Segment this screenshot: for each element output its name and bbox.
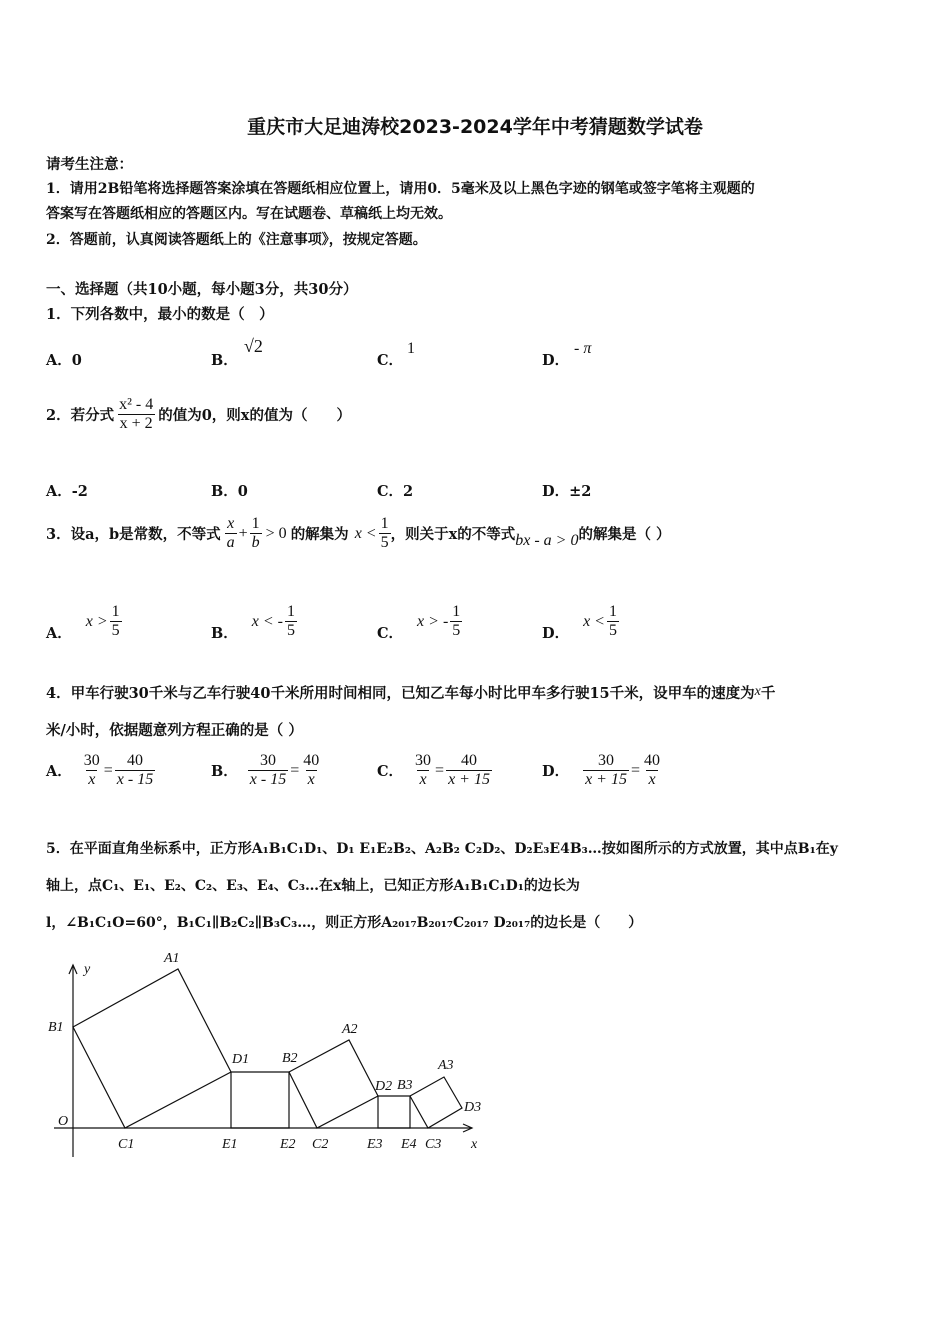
q2-d-label: D． <box>542 483 570 500</box>
square-1 <box>73 969 231 1128</box>
q3-b-rel: x < - <box>251 612 283 630</box>
q4-d-rd: x <box>648 771 656 788</box>
q4-a-eq: = <box>103 761 113 779</box>
q4-b-label: B． <box>211 763 238 780</box>
notice-heading: 请考生注意： <box>46 156 133 173</box>
q4-d-ld: x + 15 <box>585 771 627 788</box>
q3-sol-x: x < <box>354 524 377 542</box>
q3-sol-fraction <box>379 515 391 552</box>
square-d2e3e4b3 <box>378 1096 410 1128</box>
q2-prefix: 2．若分式 <box>46 407 115 424</box>
section-heading: 一、选择题（共10小题，每小题3分，共30分） <box>46 281 358 298</box>
q4-option-c <box>377 752 492 789</box>
q3-gt0: > 0 <box>265 524 287 542</box>
q4-option-b <box>211 752 321 789</box>
q3-d-den: 5 <box>608 622 617 639</box>
label-e4: E4 <box>401 1137 417 1152</box>
q3-prefix: 3．设a，b是常数，不等式 <box>46 526 221 543</box>
q4-d-right <box>642 752 662 789</box>
q4-b-rd: x <box>307 771 315 788</box>
q4-line-1 <box>46 682 775 703</box>
q5-line-3: l，∠B₁C₁O=60°，B₁C₁∥B₂C₂∥B₃C₃…，则正方形A₂₀₁₇B₂₀₁₇C₂₀₁₇ D₂₀₁₇的边长是（ ） <box>46 915 643 931</box>
q4-line1-text: 4．甲车行驶30千米与乙车行驶40千米所用时间相同，已知乙车每小时比甲车多行驶15千米，设甲车的速度为 <box>46 685 755 702</box>
q4-a-ld: x <box>88 771 96 788</box>
q3-sol-num: 1 <box>380 515 389 532</box>
label-d3: D3 <box>464 1100 482 1115</box>
q3-b-den: 5 <box>287 622 295 639</box>
q2-c-label: C． <box>377 483 404 500</box>
q4-b-rn: 40 <box>303 752 320 769</box>
label-b3: B3 <box>397 1078 413 1093</box>
q3-plus: + <box>238 524 248 542</box>
q3-b-fraction <box>285 603 297 640</box>
q2-c-value: 2 <box>403 483 414 500</box>
label-d1: D1 <box>232 1052 250 1067</box>
q4-a-ln: 30 <box>83 752 100 769</box>
notice-line-1: 1．请用2B铅笔将选择题答案涂填在答题纸相应位置上，请用0．5毫米及以上黑色字迹的钢笔或签字笔将主观题的 <box>46 181 755 197</box>
q1-option-b <box>211 349 238 370</box>
q3-f1-num: x <box>227 515 235 532</box>
q1-d-value: - π <box>574 340 592 357</box>
q4-b-eq: = <box>290 761 300 779</box>
q3-d-num: 1 <box>608 603 617 620</box>
q4-a-rd: x - 15 <box>116 771 154 788</box>
q4-d-ln: 30 <box>598 752 615 769</box>
q3-d-fraction <box>607 603 619 640</box>
q5-figure <box>40 945 510 1170</box>
q3-c-den: 5 <box>452 622 461 639</box>
q4-d-eq: = <box>630 761 641 779</box>
q3-option-c <box>377 600 462 643</box>
q1-c-value: 1 <box>407 340 415 357</box>
q3-d-label: D． <box>542 625 570 642</box>
q4-c-eq: = <box>435 761 445 779</box>
q3-option-a <box>46 600 122 643</box>
label-o: O <box>58 1114 69 1129</box>
q3-suffix: 的解集是（ ） <box>578 526 671 543</box>
label-c3: C3 <box>425 1137 442 1152</box>
square-3 <box>410 1077 462 1128</box>
q2-fraction-denominator: x + 2 <box>119 415 153 432</box>
q4-c-ln: 30 <box>415 752 432 769</box>
label-e3: E3 <box>367 1137 383 1152</box>
q4-line1-end: 千 <box>760 685 776 702</box>
q4-c-rd: x + 15 <box>448 771 490 788</box>
q1-option-c <box>377 349 403 370</box>
q3-fraction-x-over-a <box>225 515 237 552</box>
q2-option-d <box>542 480 591 501</box>
q4-a-label: A． <box>46 763 72 780</box>
label-e1: E1 <box>222 1137 238 1152</box>
q4-d-label: D． <box>542 763 570 780</box>
label-c2: C2 <box>312 1137 329 1152</box>
q4-c-right <box>446 752 492 789</box>
q4-b-left <box>248 752 288 789</box>
q3-f2-num: 1 <box>251 515 260 532</box>
q3-c-fraction <box>450 603 462 640</box>
label-y: y <box>84 962 91 977</box>
label-b1: B1 <box>48 1020 64 1035</box>
q3-mid2: ，则关于x的不等式 <box>390 526 516 543</box>
q4-a-right <box>115 752 155 789</box>
notice-line-2: 答案写在答题纸相应的答题区内。写在试题卷、草稿纸上均无效。 <box>46 206 452 222</box>
q3-a-rel: x > <box>85 612 108 630</box>
q3-mid1: 的解集为 <box>290 526 349 543</box>
q3-a-den: 5 <box>111 622 120 639</box>
q1-a-label: A． <box>46 352 72 369</box>
q1-b-label: B． <box>211 352 238 369</box>
q3-c-label: C． <box>377 625 404 642</box>
q2-fraction <box>117 396 155 433</box>
q2-a-value: -2 <box>71 483 88 500</box>
q2-option-b <box>211 480 248 501</box>
q4-c-label: C． <box>377 763 404 780</box>
q4-d-rn: 40 <box>644 752 661 769</box>
q2-stem <box>46 396 351 433</box>
q2-option-a <box>46 480 88 501</box>
q3-f2-den: b <box>251 534 260 551</box>
q3-sol-den: 5 <box>380 534 389 551</box>
q5-figure-lines <box>54 965 472 1157</box>
q3-option-d <box>542 600 619 643</box>
q4-var: x <box>754 684 761 699</box>
q5-figure-labels <box>48 951 481 1152</box>
q3-ineq2: bx - a > 0 <box>515 531 579 549</box>
q4-line-2: 米/小时，依据题意列方程正确的是（ ） <box>46 722 303 739</box>
label-d2: D2 <box>375 1079 393 1094</box>
q3-c-rel: x > - <box>417 612 449 630</box>
q3-b-num: 1 <box>287 603 295 620</box>
q3-fraction-1-over-b <box>250 515 262 552</box>
q2-d-value: ±2 <box>569 483 592 500</box>
label-a1: A1 <box>164 951 180 966</box>
q3-a-label: A． <box>46 625 72 642</box>
q3-f1-den: a <box>226 534 235 551</box>
square-d1e1e2b2 <box>231 1072 289 1128</box>
q3-b-label: B． <box>211 625 238 642</box>
q1-a-value: 0 <box>71 352 82 369</box>
q1-b-value: √2 <box>244 336 263 356</box>
q3-option-b <box>211 600 297 643</box>
label-c1: C1 <box>118 1137 135 1152</box>
q4-c-left <box>413 752 433 789</box>
q4-a-rn: 40 <box>127 752 144 769</box>
q4-c-ld: x <box>419 771 427 788</box>
q4-d-left <box>583 752 629 789</box>
label-a3: A3 <box>438 1058 454 1073</box>
q2-suffix: 的值为0，则x的值为（ ） <box>158 407 351 424</box>
q3-c-num: 1 <box>452 603 461 620</box>
q4-c-rn: 40 <box>461 752 478 769</box>
label-e2: E2 <box>280 1137 296 1152</box>
q1-d-label: D． <box>542 352 570 369</box>
label-b2: B2 <box>282 1051 298 1066</box>
page-title: 重庆市大足迪涛校2023-2024学年中考猜题数学试卷 <box>247 116 703 138</box>
q4-b-ld: x - 15 <box>249 771 287 788</box>
q3-a-fraction <box>110 603 122 640</box>
q1-option-a <box>46 349 82 370</box>
label-a2: A2 <box>342 1022 358 1037</box>
q1-stem: 1．下列各数中，最小的数是（ ） <box>46 306 274 323</box>
q4-option-d <box>542 752 662 789</box>
q1-option-d <box>542 349 569 370</box>
q5-line-1: 5．在平面直角坐标系中，正方形A₁B₁C₁D₁、D₁ E₁E₂B₂、A₂B₂ C₂D₂、D₂E₃E4B₃…按如图所示的方式放置，其中点B₁在y <box>46 841 838 857</box>
q3-stem <box>46 515 671 552</box>
q3-d-rel: x < <box>583 612 605 630</box>
q2-fraction-numerator: x² - 4 <box>119 396 154 413</box>
q2-a-label: A． <box>46 483 72 500</box>
q4-b-right <box>301 752 321 789</box>
q4-a-left <box>82 752 102 789</box>
q2-option-c <box>377 480 413 501</box>
q3-a-num: 1 <box>111 603 120 620</box>
q5-line-2: 轴上，点C₁、E₁、E₂、C₂、E₃、E₄、C₃…在x轴上，已知正方形A₁B₁C₁D₁的边长为 <box>46 878 580 894</box>
q2-b-label: B． <box>211 483 238 500</box>
q1-c-label: C． <box>377 352 404 369</box>
notice-line-3: 2．答题前，认真阅读答题纸上的《注意事项》，按规定答题。 <box>46 232 427 248</box>
label-x: x <box>471 1137 478 1152</box>
square-2 <box>289 1040 378 1128</box>
q4-b-ln: 30 <box>259 752 276 769</box>
q2-b-value: 0 <box>237 483 248 500</box>
q4-option-a <box>46 752 155 789</box>
